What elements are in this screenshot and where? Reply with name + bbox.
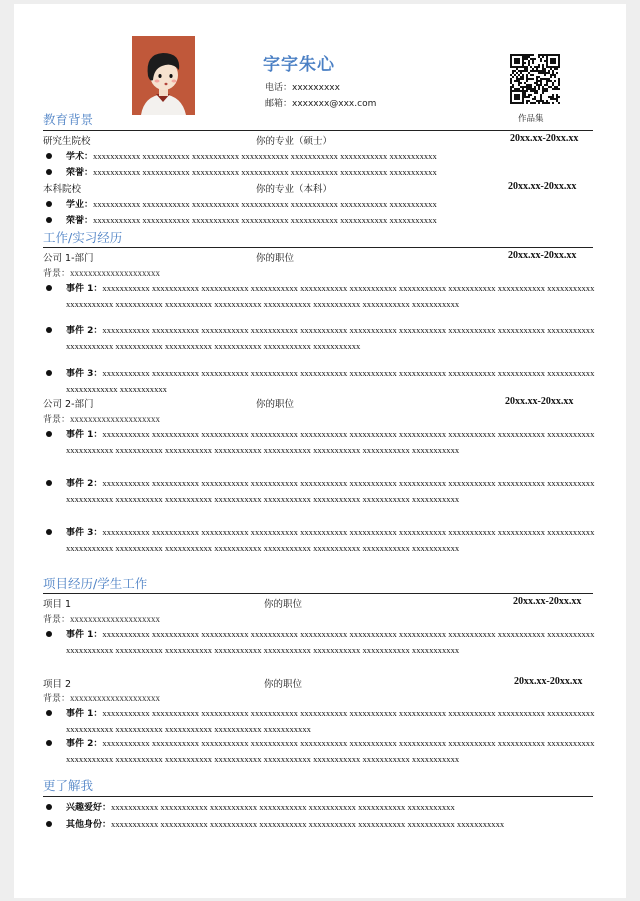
item-text: xxxxxxxxxxx xxxxxxxxxxx xxxxxxxxxxx xxxxxxxxxxx xxxxxxxxxxx xxxxxxxxxxx xxxxxxxxxxx xyxy=(93,215,437,225)
bullet xyxy=(46,740,52,746)
background-label: 背景： xyxy=(43,694,71,704)
section-divider xyxy=(43,593,593,594)
project-name: 项目 2 xyxy=(43,679,72,690)
company-row xyxy=(43,250,593,264)
company-name: 公司 2-部门 xyxy=(43,399,94,410)
avatar xyxy=(132,36,195,115)
education-undergrad-row xyxy=(43,181,593,195)
item-text: xxxxxxxxxxx xxxxxxxxxxx xxxxxxxxxxx xxxxxxxxxxx xxxxxxxxxxx xxxxxxxxxxx xxxxxxxxxxx xyxy=(93,167,437,177)
bullet xyxy=(46,201,52,207)
date-range: 20xx.xx-20xx.xx xyxy=(513,596,582,607)
item-label: 荣誉： xyxy=(66,216,94,226)
portfolio-label: 作品集 xyxy=(518,114,544,124)
background-line xyxy=(43,691,160,704)
item-text: xxxxxxxxxxx xxxxxxxxxxx xxxxxxxxxxx xxxxxxxxxxx xxxxxxxxxxx xxxxxxxxxxx xxxxxxxxxxx xxxxxxxxxxx xxxxxxxxxxx xxxxxxxxxxx xxxxxxxxxxx xxxxxxxxxxx xxxxxxxxxxx xxxxxxxxxxx xxxxxxxxxxx xxxxxxxxxxx xyxy=(66,325,595,351)
bullet xyxy=(46,804,52,810)
section-title-about: 更了解我 xyxy=(43,778,94,793)
item-label: 学业： xyxy=(66,200,94,210)
email-text: 邮箱：xxxxxxx@xxx.com xyxy=(265,99,377,109)
item-text: xxxxxxxxxxx xxxxxxxxxxx xxxxxxxxxxx xxxxxxxxxxx xxxxxxxxxxx xxxxxxxxxxx xxxxxxxxxxx xxxxxxxxxxx xyxy=(111,819,505,829)
date-range: 20xx.xx-20xx.xx xyxy=(514,676,583,687)
date-range: 20xx.xx-20xx.xx xyxy=(505,396,574,407)
item-text: xxxxxxxxxxx xxxxxxxxxxx xxxxxxxxxxx xxxxxxxxxxx xxxxxxxxxxx xxxxxxxxxxx xxxxxxxxxxx xxxxxxxxxxx xxxxxxxxxxx xxxxxxxxxxx xxxxxxxxxxx xxxxxxxxxxx xxxxxxxxxxx xxxxxxxxxxx xxxxxxxxxxx xxxxxxxxxxx xxxxxxxxxxx xxxxxxxxxxx xyxy=(66,478,595,504)
background-label: 背景： xyxy=(43,615,71,625)
background-label: 背景： xyxy=(43,415,71,425)
item-text: xxxxxxxxxxx xxxxxxxxxxx xxxxxxxxxxx xxxxxxxxxxx xxxxxxxxxxx xxxxxxxxxxx xxxxxxxxxxx xyxy=(93,199,437,209)
item-label: 事件 2： xyxy=(66,479,103,489)
item-text: xxxxxxxxxxx xxxxxxxxxxx xxxxxxxxxxx xxxxxxxxxxx xxxxxxxxxxx xxxxxxxxxxx xxxxxxxxxxx xxxxxxxxxxx xxxxxxxxxxx xxxxxxxxxxx xxxxxxxxxxx xxxxxxxxxxx xxxxxxxxxxx xxxxxxxxxxx xxxxxxxxxxx xxxxxxxxxxx xxxxxxxxxxx xxxxxxxxxxx xyxy=(66,429,595,455)
item-text: xxxxxxxxxxx xxxxxxxxxxx xxxxxxxxxxx xxxxxxxxxxx xxxxxxxxxxx xxxxxxxxxxx xxxxxxxxxxx xyxy=(111,802,455,812)
school-name: 研究生院校 xyxy=(43,136,91,147)
item-text: xxxxxxxxxxx xxxxxxxxxxx xxxxxxxxxxx xxxxxxxxxxx xxxxxxxxxxx xxxxxxxxxxx xxxxxxxxxxx xyxy=(93,151,437,161)
bullet xyxy=(46,529,52,535)
project-row xyxy=(43,676,593,690)
school-name: 本科院校 xyxy=(43,184,82,195)
item-label: 事件 3： xyxy=(66,528,103,538)
bullet xyxy=(46,821,52,827)
item-text: xxxxxxxxxxx xxxxxxxxxxx xxxxxxxxxxx xxxxxxxxxxx xxxxxxxxxxx xxxxxxxxxxx xxxxxxxxxxx xxxxxxxxxxx xxxxxxxxxxx xxxxxxxxxxx xxxxxxxxxxx xxxxxxxxxxx xxxxxxxxxxx xxxxxxxxxxx xxxxxxxxxxx xyxy=(66,708,595,734)
bullet xyxy=(46,370,52,376)
item-label: 事件 1： xyxy=(66,630,103,640)
background-text: xxxxxxxxxxxxxxxxxxxx xyxy=(70,614,161,624)
major-name: 你的专业（硕士） xyxy=(256,136,333,147)
bullet xyxy=(46,169,52,175)
item-label: 其他身份： xyxy=(66,820,112,830)
role-name: 你的职位 xyxy=(264,599,303,610)
date-range: 20xx.xx-20xx.xx xyxy=(508,181,577,192)
bullet xyxy=(46,631,52,637)
bullet xyxy=(46,431,52,437)
item-label: 荣誉： xyxy=(66,168,94,178)
bullet xyxy=(46,217,52,223)
item-text: xxxxxxxxxxx xxxxxxxxxxx xxxxxxxxxxx xxxxxxxxxxx xxxxxxxxxxx xxxxxxxxxxx xxxxxxxxxxx xxxxxxxxxxx xxxxxxxxxxx xxxxxxxxxxx xxxxxxxxxxx xxxxxxxxxxx xxxxxxxxxxx xxxxxxxxxxx xxxxxxxxxxx xxxxxxxxxxx xxxxxxxxxxx xxxxxxxxxxx xyxy=(66,738,595,764)
bullet xyxy=(46,327,52,333)
item-label: 事件 3： xyxy=(66,369,103,379)
item-label: 学术： xyxy=(66,152,94,162)
section-divider xyxy=(43,247,593,248)
role-name: 你的职位 xyxy=(256,253,295,264)
background-text: xxxxxxxxxxxxxxxxxxxx xyxy=(70,268,161,278)
role-name: 你的职位 xyxy=(256,399,295,410)
section-title-projects: 项目经历/学生工作 xyxy=(43,576,148,591)
section-title-education: 教育背景 xyxy=(43,112,94,127)
item-label: 事件 1： xyxy=(66,430,103,440)
item-label: 事件 1： xyxy=(66,709,103,719)
resume-name: 字字朱心 xyxy=(263,55,335,75)
qr-code-icon xyxy=(510,54,560,104)
company-name: 公司 1-部门 xyxy=(43,253,94,264)
bullet xyxy=(46,153,52,159)
resume-page xyxy=(14,4,626,898)
item-label: 兴趣爱好： xyxy=(66,803,112,813)
date-range: 20xx.xx-20xx.xx xyxy=(510,133,579,144)
background-line xyxy=(43,412,160,425)
background-label: 背景： xyxy=(43,269,71,279)
project-name: 项目 1 xyxy=(43,599,72,610)
company-row xyxy=(43,396,593,410)
item-text: xxxxxxxxxxx xxxxxxxxxxx xxxxxxxxxxx xxxxxxxxxxx xxxxxxxxxxx xxxxxxxxxxx xxxxxxxxxxx xxxxxxxxxxx xxxxxxxxxxx xxxxxxxxxxx xxxxxxxxxxx xxxxxxxxxxx xxxxxxxxxxx xxxxxxxxxxx xxxxxxxxxxx xxxxxxxxxxx xxxxxxxxxxx xxxxxxxxxxx xyxy=(66,629,595,655)
section-divider xyxy=(43,796,593,797)
background-text: xxxxxxxxxxxxxxxxxxxx xyxy=(70,414,161,424)
date-range: 20xx.xx-20xx.xx xyxy=(508,250,577,261)
bullet xyxy=(46,285,52,291)
project-row xyxy=(43,596,593,610)
background-text: xxxxxxxxxxxxxxxxxxxx xyxy=(70,693,161,703)
phone-text: 电话：xxxxxxxxx xyxy=(265,83,340,93)
item-text: xxxxxxxxxxx xxxxxxxxxxx xxxxxxxxxxx xxxxxxxxxxx xxxxxxxxxxx xxxxxxxxxxx xxxxxxxxxxx xxxxxxxxxxx xxxxxxxxxxx xxxxxxxxxxx xxxxxxxxxxx xxxxxxxxxxx xxxxxxxxxxx xxxxxxxxxxx xxxxxxxxxxx xxxxxxxxxxx xxxxxxxxxxx xxxxxxxxxxx xyxy=(66,283,595,309)
section-divider xyxy=(43,130,593,131)
item-label: 事件 2： xyxy=(66,739,103,749)
item-label: 事件 2： xyxy=(66,326,103,336)
major-name: 你的专业（本科） xyxy=(256,184,333,195)
bullet xyxy=(46,710,52,716)
section-title-work: 工作/实习经历 xyxy=(43,230,123,245)
item-text: xxxxxxxxxxx xxxxxxxxxxx xxxxxxxxxxx xxxxxxxxxxx xxxxxxxxxxx xxxxxxxxxxx xxxxxxxxxxx xxxxxxxxxxx xxxxxxxxxxx xxxxxxxxxxx xxxxxxxxxxx xxxxxxxxxxx xxxxxxxxxxx xxxxxxxxxxx xxxxxxxxxxx xxxxxxxxxxx xxxxxxxxxxx xxxxxxxxxxx xyxy=(66,527,595,553)
background-line xyxy=(43,612,160,625)
role-name: 你的职位 xyxy=(264,679,303,690)
item-text: xxxxxxxxxxx xxxxxxxxxxx xxxxxxxxxxx xxxxxxxxxxx xxxxxxxxxxx xxxxxxxxxxx xxxxxxxxxxx xxxxxxxxxxx xxxxxxxxxxx xxxxxxxxxxxxxxxxxxxxxxx xxxxxxxxxxx xyxy=(66,368,595,394)
item-label: 事件 1： xyxy=(66,284,103,294)
bullet xyxy=(46,480,52,486)
education-grad-row xyxy=(43,133,593,147)
background-line xyxy=(43,266,160,279)
